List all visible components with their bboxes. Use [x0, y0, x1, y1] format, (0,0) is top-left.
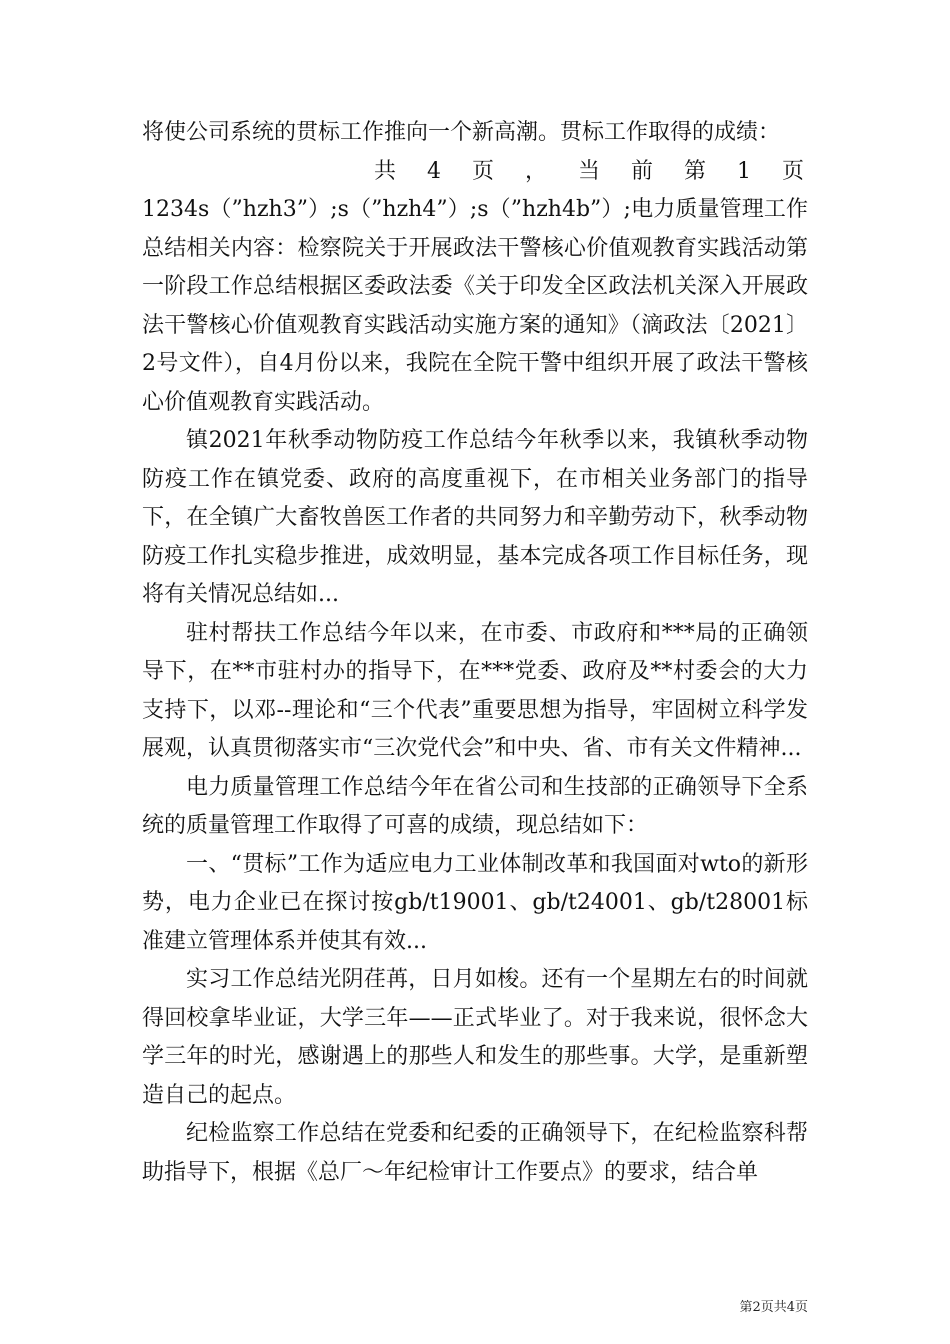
page-counter-text: 共4页，当前第1页: [374, 158, 835, 184]
paragraph-discipline: 纪检监察工作总结在党委和纪委的正确领导下，在纪检监察科帮助指导下，根据《总厂～年纪检审计工作要点》的要求，结合单: [142, 1121, 808, 1185]
paragraph-animal-epidemic: 镇2021年秋季动物防疫工作总结今年秋季以来，我镇秋季动物防疫工作在镇党委、政府的高度重视下，在市相关业务部门的指导下，在全镇广大畜牧兽医工作者的共同努力和辛勤劳动下，秋季动物防疫工作扎实稳步推进，成效明显，基本完成各项工作目标任务，现将有关情况总结如...: [142, 428, 808, 607]
paragraph-power-quality: 电力质量管理工作总结今年在省公司和生技部的正确领导下全系统的质量管理工作取得了可喜的成绩，现总结如下：: [142, 774, 808, 838]
document-body: [142, 114, 835, 1192]
paragraph-meta: 1234s（”hzh3”）;s（”hzh4”）;s（”hzh4b”）;电力质量管理工作总结相关内容：检察院关于开展政法干警核心价值观教育实践活动第一阶段工作总结根据区委政法委《关于印发全区政法机关深入开展政法干警核心价值观教育实践活动实施方案的通知》（滴政法〔2021〕2号文件），自4月份以来，我院在全院干警中组织开展了政法干警核心价值观教育实践活动。: [142, 197, 808, 415]
paragraph-village-support: 驻村帮扶工作总结今年以来，在市委、市政府和***局的正确领导下，在**市驻村办的指导下，在***党委、政府及**村委会的大力支持下，以邓--理论和“三个代表”重要思想为指导，牢固树立科学发展观，认真贯彻落实市“三次党代会”和中央、省、市有关文件精神...: [142, 620, 808, 761]
page-number-footer: 第2页共4页: [739, 1300, 808, 1315]
paragraph-internship: 实习工作总结光阴荏苒，日月如梭。还有一个星期左右的时间就得回校拿毕业证，大学三年——正式毕业了。对于我来说，很怀念大学三年的时光，感谢遇上的那些人和发生的那些事。大学，是重新塑造自己的起点。: [142, 967, 808, 1108]
paragraph-standard: 一、“贯标”工作为适应电力工业体制改革和我国面对wto的新形势，电力企业已在探讨按gb/t19001、gb/t24001、gb/t28001标准建立管理体系并使其有效...: [142, 851, 808, 954]
paragraph-intro: 将使公司系统的贯标工作推向一个新高潮。贯标工作取得的成绩：: [142, 120, 781, 145]
